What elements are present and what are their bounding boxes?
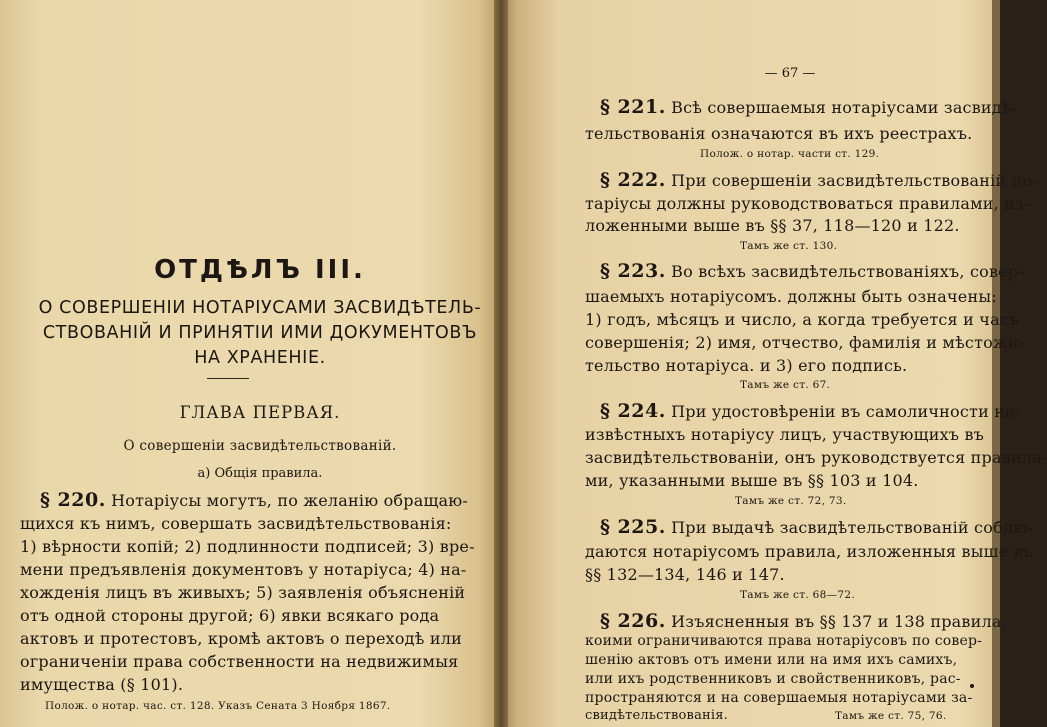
paragraph-line: свидѣтельствованія. [585, 708, 728, 723]
paragraph-line: тельство нотаріуса. и 3) его подпись. [585, 356, 908, 375]
paragraph-line: имущества (§ 101). [20, 675, 184, 694]
divider-rule [207, 378, 249, 379]
section-mark: § 225. [600, 516, 666, 538]
paragraph-line [600, 610, 1007, 632]
paragraph-line: даются нотаріусомъ правила, изложенныя выше въ [585, 542, 1034, 561]
section-mark: § 223. [600, 260, 666, 282]
section-mark: § 220. [40, 489, 106, 511]
paragraph-text: Всѣ совершаемыя нотаріусами засвидѣ- [671, 98, 1018, 117]
paragraph-line: шенію актовъ отъ имени или на имя ихъ самихъ, [585, 652, 958, 668]
paragraph-line: 1) вѣрности копій; 2) подлинности подписей; 3) вре- [20, 537, 475, 556]
ink-dot [970, 684, 974, 688]
paragraph-line [600, 516, 1033, 538]
book-gutter [494, 0, 508, 727]
paragraph-line: отъ одной стороны другой; 6) явки всякаго рода [20, 606, 440, 625]
section-title: ОТДѢЛЪ III. [154, 255, 366, 285]
paragraph-line [600, 260, 1024, 282]
paragraph-text: Изъясненныя въ §§ 137 и 138 правила, [671, 612, 1007, 631]
paragraph-line: актовъ и протестовъ, кромѣ актовъ о переходѣ или [20, 629, 462, 648]
chapter-title: ГЛАВА ПЕРВАЯ. [179, 403, 341, 422]
section-mark: § 224. [600, 400, 666, 422]
paragraph-line: совершенія; 2) имя, отчество, фамилія и мѣстожи- [585, 333, 1025, 352]
paragraph-line: коими ограничиваются права нотаріусовъ по совер- [585, 633, 983, 649]
paragraph-line: ложенными выше въ §§ 37, 118—120 и 122. [585, 216, 960, 235]
citation: Полож. о нотар. час. ст. 128. Указъ Сената 3 Ноября 1867. [45, 700, 391, 712]
citation: Тамъ же ст. 75, 76. [835, 710, 947, 722]
citation: Тамъ же ст. 68—72. [740, 589, 855, 601]
citation: Тамъ же ст. 130. [740, 240, 838, 252]
page-number: — 67 — [764, 66, 816, 81]
paragraph-line: мени предъявленія документовъ у нотаріуса; 4) на- [20, 560, 467, 579]
paragraph-line [40, 489, 468, 511]
paragraph-text: Нотаріусы могутъ, по желанію обращаю- [111, 491, 469, 510]
paragraph-line [600, 96, 1017, 118]
paragraph-line: ограниченіи права собственности на недвижимыя [20, 652, 459, 671]
citation: Тамъ же ст. 72, 73. [735, 495, 847, 507]
section-mark: § 221. [600, 96, 666, 118]
section-mark: § 226. [600, 610, 666, 632]
paragraph-line: тельствованія означаются въ ихъ реестрахъ. [585, 124, 973, 143]
paragraph-text: При выдачѣ засвидѣтельствованій соблю- [671, 518, 1033, 537]
paragraph-text: При совершеніи засвидѣтельствованій но- [671, 171, 1038, 190]
paragraph-line: или ихъ родственниковъ и свойственниковъ, рас- [585, 671, 961, 687]
citation: Тамъ же ст. 67. [740, 379, 831, 391]
paragraph-line: 1) годъ, мѣсяцъ и число, а когда требуется и часъ [585, 310, 1020, 329]
paragraph-line: пространяются и на совершаемыя нотаріусами за- [585, 690, 973, 706]
paragraph-text: При удостовѣреніи въ самоличности не- [671, 402, 1021, 421]
paragraph-line: извѣстныхъ нотаріусу лицъ, участвующихъ въ [585, 425, 985, 444]
paragraph-line [600, 400, 1020, 422]
paragraph-line: таріусы должны руководствоваться правилами, из- [585, 194, 1030, 213]
paragraph-line: ми, указанными выше въ §§ 103 и 104. [585, 471, 919, 490]
chapter-subtitle: О совершеніи засвидѣтельствованій. [123, 438, 397, 454]
paragraph-line: шаемыхъ нотаріусомъ. должны быть означены: [585, 287, 997, 306]
paragraph-line: хожденія лицъ въ живыхъ; 5) заявленія объясненій [20, 583, 466, 602]
section-subtitle: О СОВЕРШЕНІИ НОТАРІУСАМИ ЗАСВИДѢТЕЛЬ-СТВОВАНІЙ И ПРИНЯТІИ ИМИ ДОКУМЕНТОВЪ НА ХРАНЕНІЕ. [38, 298, 482, 368]
subheading: а) Общія правила. [197, 466, 323, 481]
paragraph-line: §§ 132—134, 146 и 147. [585, 565, 785, 584]
paragraph-line: щихся къ нимъ, совершать засвидѣтельствованія: [20, 514, 452, 533]
section-mark: § 222. [600, 169, 666, 191]
paragraph-text: Во всѣхъ засвидѣтельствованіяхъ, совер- [671, 262, 1024, 281]
paragraph-line: засвидѣтельствованіи, онъ руководствуется правила- [585, 448, 1047, 467]
paragraph-line [600, 169, 1038, 191]
citation: Полож. о нотар. части ст. 129. [700, 148, 880, 160]
